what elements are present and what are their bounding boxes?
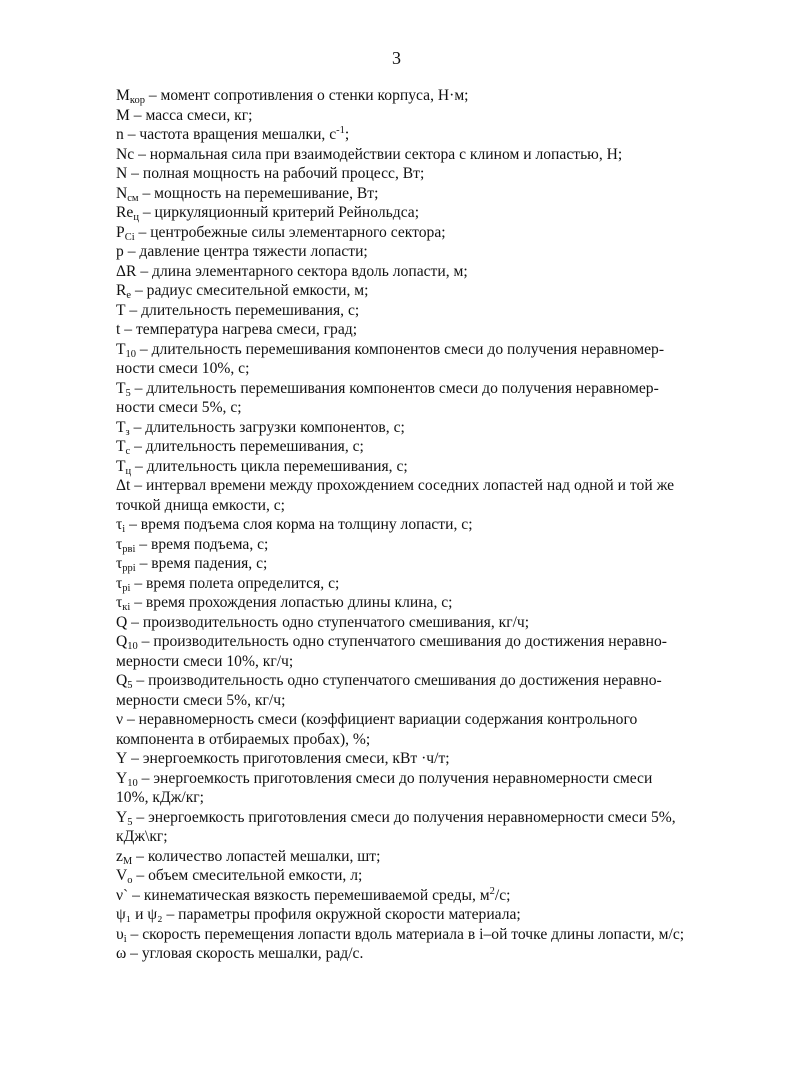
entry-symbol: τ: [116, 594, 123, 611]
notation-entry: [116, 866, 746, 886]
entry-text: – длительность цикла перемешивания, с;: [131, 457, 408, 475]
entry-text: – время полета определится, с;: [130, 574, 340, 592]
entry-symbol: Δt: [116, 477, 131, 494]
entry-text: мерности смеси 5%, кг/ч;: [116, 691, 286, 709]
notation-entry: [116, 632, 746, 652]
entry-text: – радиус смесительной емкости, м;: [131, 282, 369, 299]
entry-text: – объем смесительной емкости, л;: [132, 867, 363, 884]
entry-text: – скорость перемещения лопасти вдоль материала в i–ой точке длины лопасти, м/с;: [126, 925, 685, 943]
notation-entry: [116, 769, 746, 789]
notation-entry: [116, 379, 746, 399]
entry-symbol: Re: [116, 204, 134, 221]
entry-text: – центробежные силы элементарного сектора;: [134, 223, 446, 241]
notation-entry: [116, 145, 746, 165]
notation-entry: [116, 86, 746, 106]
entry-symbol: z: [116, 847, 123, 865]
notation-entry: [116, 691, 746, 711]
entry-symbol: R: [116, 282, 127, 299]
entry-symbol: ΔR: [116, 262, 137, 280]
notation-entry: [116, 418, 746, 438]
notation-entry: [116, 574, 746, 594]
notation-entry: [116, 476, 746, 496]
notation-entry: [116, 905, 746, 925]
entry-symbol: Q: [116, 613, 128, 631]
notation-entry: [116, 281, 746, 301]
entry-subscript: ppi: [122, 563, 136, 574]
entry-text: кДж\кг;: [116, 828, 168, 845]
entry-symbol: Q: [116, 633, 128, 650]
notation-entry: [116, 730, 746, 750]
notation-entry: [116, 320, 746, 340]
entry-text: ;: [344, 126, 350, 143]
notation-entry: [116, 106, 746, 126]
notation-entry: [116, 535, 746, 555]
entry-subscript: i: [122, 524, 126, 535]
entry-subscript: см: [127, 192, 139, 204]
entry-text: – масса смеси, кг;: [129, 106, 253, 124]
entry-symbol: ψ₁ и ψ₂: [116, 906, 163, 923]
entry-text: – мощность на перемешивание, Вт;: [138, 184, 379, 202]
entry-text: 10%, кДж/кг;: [116, 789, 205, 806]
entry-text: – давление центра тяжести лопасти;: [123, 243, 368, 260]
entry-subscript: кi: [122, 602, 131, 613]
entry-text: ности смеси 10%, с;: [116, 360, 250, 377]
entry-text: – длительность перемешивания компонентов смеси до получения неравномер-: [130, 379, 659, 397]
entry-symbol: ω: [116, 945, 127, 962]
entry-text: /с;: [494, 886, 511, 904]
entry-text: – время подъема, с;: [135, 535, 269, 553]
entry-text: – температура нагрева смеси, град;: [120, 321, 358, 338]
entry-subscript: 10: [127, 641, 138, 652]
entry-symbol: Q: [116, 672, 128, 689]
entry-symbol: N: [116, 184, 128, 202]
entry-subscript: i: [123, 933, 127, 945]
entry-subscript: с: [125, 446, 131, 457]
entry-symbol: V: [116, 867, 128, 884]
entry-text: – циркуляционный критерий Рейнольдса;: [138, 204, 420, 221]
notation-entry: [116, 671, 746, 691]
entry-subscript: pвi: [122, 543, 136, 555]
entry-symbol: M: [116, 106, 130, 124]
notation-entry: [116, 808, 746, 828]
notation-entry: [116, 593, 746, 613]
entry-subscript: 10: [127, 777, 138, 789]
notation-entry: [116, 359, 746, 379]
entry-text: – количество лопастей мешалки, шт;: [132, 847, 381, 865]
notation-entry: [116, 125, 746, 145]
notation-entry: [116, 554, 746, 574]
notation-entry: [116, 223, 746, 243]
entry-text: – производительность одно ступенчатого смешивания, кг/ч;: [127, 613, 530, 631]
notation-entry: [116, 652, 746, 672]
entry-text: – время падения, с;: [135, 555, 268, 572]
entry-text: ности смеси 5%, с;: [116, 399, 242, 416]
entry-text: компонента в отбираемых пробах), %;: [116, 730, 371, 748]
entry-symbol: T: [116, 340, 126, 358]
entry-text: – длительность перемешивания компонентов смеси до получения неравномер-: [136, 340, 665, 358]
entry-subscript: Ci: [124, 231, 135, 243]
entry-symbol: τ: [116, 516, 123, 533]
entry-symbol: T: [116, 418, 126, 436]
entry-text: – длина элементарного сектора вдоль лопасти, м;: [136, 262, 468, 280]
notation-entry: [116, 301, 746, 321]
entry-text: – длительность перемешивания, с;: [125, 301, 360, 319]
entry-symbol: M: [116, 87, 130, 104]
notation-entry: [116, 827, 746, 847]
notation-entry: [116, 613, 746, 633]
entry-subscript: ц: [125, 465, 132, 477]
entry-text: – нормальная сила при взаимодействии сектора с клином и лопастью, Н;: [134, 145, 623, 163]
entry-symbol: Y: [116, 750, 128, 767]
entry-text: мерности смеси 10%, кг/ч;: [116, 652, 294, 670]
entry-symbol: τ: [116, 535, 123, 553]
entry-text: – энергоемкость приготовления смеси до получения неравномерности смеси: [137, 769, 653, 787]
entry-subscript: 5: [125, 387, 131, 399]
entry-subscript: 5: [127, 816, 133, 828]
entry-subscript: M: [122, 855, 133, 867]
entry-symbol: τ: [116, 555, 123, 572]
notation-entry: [116, 847, 746, 867]
notation-entry: [116, 788, 746, 808]
notation-entry: [116, 749, 746, 769]
entry-text: – неравномерность смеси (коэффициент вариации содержания контрольного: [123, 711, 638, 728]
notation-entry: [116, 184, 746, 204]
entry-text: – энергоемкость приготовления смеси до получения неравномерности смеси 5%,: [132, 808, 676, 826]
entry-text: – момент сопротивления о стенки корпуса, Н·м;: [144, 87, 469, 104]
entry-text: – полная мощность на рабочий процесс, Вт;: [127, 165, 425, 182]
entry-text: – энергоемкость приготовления смеси, кВт ·ч/т;: [127, 750, 450, 767]
entry-subscript: з: [125, 426, 130, 438]
notation-entry: [116, 203, 746, 223]
notation-entry: [116, 242, 746, 262]
notation-list: [116, 86, 746, 964]
entry-symbol: T: [116, 457, 126, 475]
entry-text: – производительность одно ступенчатого смешивания до достижения неравно-: [137, 633, 667, 650]
entry-text: – время подъема слоя корма на толщину лопасти, с;: [125, 516, 473, 533]
notation-entry: [116, 164, 746, 184]
notation-entry: [116, 457, 746, 477]
entry-symbol: T: [116, 301, 126, 319]
entry-symbol: n – частота вращения мешалки, с: [116, 126, 337, 143]
entry-text: точкой днища емкости, с;: [116, 496, 286, 514]
entry-symbol: T: [116, 438, 126, 455]
notation-entry: [116, 886, 746, 906]
entry-subscript: 5: [127, 680, 133, 691]
entry-text: – параметры профиля окружной скорости материала;: [162, 906, 521, 923]
notation-entry: [116, 340, 746, 360]
entry-subscript: о: [127, 875, 133, 886]
entry-subscript: кор: [129, 95, 145, 106]
entry-symbol: Y: [116, 769, 128, 787]
entry-symbol: ν` – кинематическая вязкость перемешиваемой среды, м: [116, 886, 490, 904]
notation-entry: [116, 398, 746, 418]
notation-entry: [116, 944, 746, 964]
entry-symbol: N: [116, 165, 128, 182]
entry-symbol: Nc: [116, 145, 135, 163]
entry-text: – длительность перемешивания, с;: [130, 438, 364, 455]
page-number: 3: [392, 48, 401, 68]
notation-entry: [116, 710, 746, 730]
entry-symbol: T: [116, 379, 126, 397]
entry-text: – длительность загрузки компонентов, с;: [129, 418, 405, 436]
entry-subscript: pi: [122, 582, 131, 594]
entry-symbol: Y: [116, 808, 128, 826]
entry-subscript: e: [126, 290, 132, 301]
notation-entry: [116, 437, 746, 457]
notation-entry: [116, 262, 746, 282]
entry-symbol: P: [116, 223, 125, 241]
entry-symbol: ν: [116, 711, 124, 728]
notation-entry: [116, 925, 746, 945]
entry-symbol: t: [116, 321, 121, 338]
entry-symbol: τ: [116, 574, 123, 592]
entry-text: – интервал времени между прохождением соседних лопастей над одной и той же: [130, 477, 675, 494]
entry-superscript: 2: [489, 885, 495, 897]
entry-subscript: ц: [133, 212, 139, 223]
entry-superscript: -1: [336, 125, 345, 136]
entry-symbol: p: [116, 243, 124, 260]
notation-entry: [116, 496, 746, 516]
entry-subscript: 10: [125, 348, 137, 360]
notation-entry: [116, 515, 746, 535]
entry-symbol: υ: [116, 925, 124, 943]
entry-text: – время прохождения лопастью длины клина, с;: [130, 594, 453, 611]
entry-text: – угловая скорость мешалки, рад/с.: [126, 945, 364, 962]
entry-text: – производительность одно ступенчатого смешивания до достижения неравно-: [132, 672, 662, 689]
